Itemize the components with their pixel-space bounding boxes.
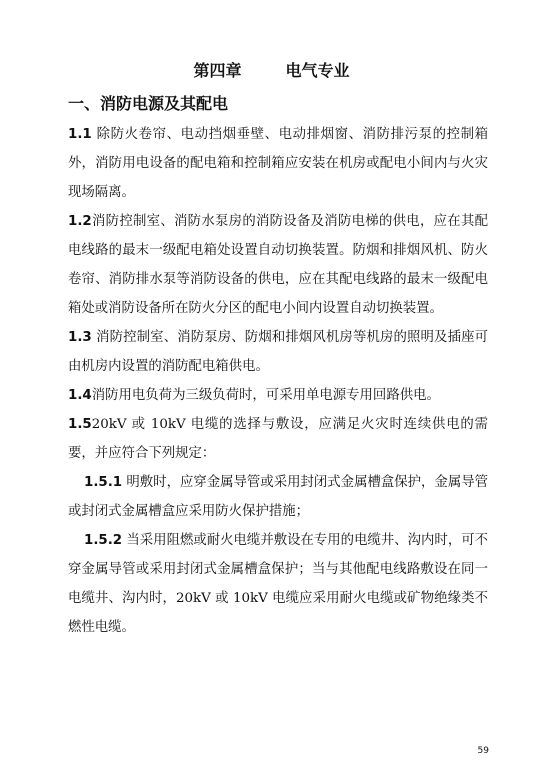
clause-number: 1.5.2 (84, 533, 123, 548)
chapter-heading (0, 60, 543, 82)
clause-number: 1.5.1 (84, 475, 123, 490)
section-heading: 一、消防电源及其配电 (68, 94, 229, 113)
paragraph-1-1 (68, 120, 488, 207)
clause-text: 20kV 或 10kV 电缆的选择与敷设，应满足火灾时连续供电的需要，并应符合下列规定： (68, 417, 488, 461)
clause-text: 除防火卷帘、电动挡烟垂壁、电动排烟窗、消防排污泵的控制箱外，消防用电设备的配电箱和控制箱应安装在机房或配电小间内与火灾现场隔离。 (68, 127, 488, 200)
paragraph-1-5 (68, 410, 488, 468)
paragraph-1-5-1 (68, 468, 488, 526)
clause-text: 消防控制室、消防水泵房的消防设备及消防电梯的供电，应在其配电线路的最末一级配电箱处设置自动切换装置。防烟和排烟风机、防火卷帘、消防排水泵等消防设备的供电，应在其配电线路的最末一级配电箱处或消防设备所在防火分区的配电小间内设置自动切换装置。 (68, 214, 488, 316)
paragraph-1-3 (68, 323, 488, 381)
clause-number: 1.2 (68, 214, 92, 229)
clause-number: 1.1 (68, 127, 92, 142)
page-number: 59 (477, 746, 489, 756)
clause-text: 消防用电负荷为三级负荷时，可采用单电源专用回路供电。 (91, 388, 440, 403)
paragraph-1-5-2 (68, 526, 488, 642)
chapter-label: 第四章 (193, 61, 242, 80)
clause-text: 消防控制室、消防泵房、防烟和排烟风机房等机房的照明及插座可由机房内设置的消防配电箱供电。 (68, 330, 488, 374)
body-text (68, 120, 488, 642)
clause-number: 1.3 (68, 330, 92, 345)
chapter-title: 电气专业 (285, 61, 350, 80)
paragraph-1-2 (68, 207, 488, 323)
clause-text: 明敷时，应穿金属导管或采用封闭式金属槽盒保护，金属导管或封闭式金属槽盒应采用防火保护措施； (68, 475, 488, 519)
clause-number: 1.4 (68, 388, 92, 403)
clause-text: 当采用阻燃或耐火电缆并敷设在专用的电缆井、沟内时，可不穿金属导管或采用封闭式金属槽盒保护；当与其他配电线路敷设在同一电缆井、沟内时，20kV 或 10kV 电缆应采用耐火电缆或矿物绝缘类不燃性电缆。 (68, 533, 488, 635)
paragraph-1-4 (68, 381, 488, 410)
clause-number: 1.5 (68, 417, 92, 432)
